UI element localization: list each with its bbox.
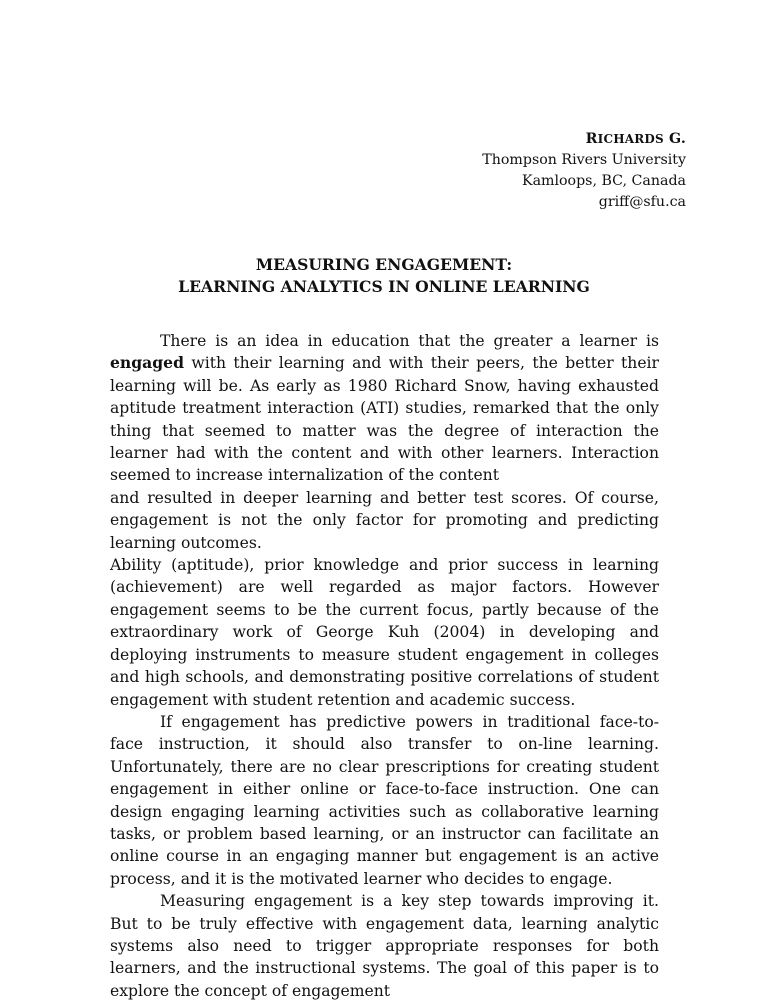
author-affiliation: Thompson Rivers University bbox=[482, 152, 686, 168]
title-line-2: LEARNING ANALYTICS IN ONLINE LEARNING bbox=[178, 277, 590, 296]
author-location: Kamloops, BC, Canada bbox=[521, 173, 686, 189]
paragraph-1-start: There is an idea in education that the greater a learner is bbox=[160, 332, 659, 350]
author-name-rest: ICHARDS bbox=[597, 132, 664, 146]
paragraph-5: Measuring engagement is a key step towards improving it. But to be truly effective with engagement data, learning analytic systems also need to trigger appropriate responses for both learners, and the instructional systems. The goal of this paper is to explore the concept of engagement bbox=[110, 892, 659, 1000]
paragraph-1-end: with their learning and with their peers, the better their learning will be. As early as 1980 Richard Snow, having exhausted aptitude treatment interaction (ATI) studies, remarked that the only thing that seemed to matter was the degree of interaction the learner had with the content and with other learners. Interaction seemed to increase internalization of the content bbox=[110, 354, 659, 485]
author-name-suffix: G. bbox=[663, 131, 686, 147]
paragraph-3: Ability (aptitude), prior knowledge and prior success in learning (achievement) are well regarded as major factors. However engagement seems to be the current focus, partly because of the extraordinary work of George Kuh (2004) in developing and deploying instruments to measure student engagement in colleges and high schools, and demonstrating positive correlations of student engagement with student retention and academic success. bbox=[110, 556, 659, 709]
paragraph-4: If engagement has predictive powers in traditional face-to-face instruction, it should also transfer to on-line learning. Unfortunately, there are no clear prescriptions for creating student engagement in either online or face-to-face instruction. One can design engaging learning activities such as collaborative learning tasks, or problem based learning, or an instructor can facilitate an online course in an engaging manner but engagement is an active process, and it is the motivated learner who decides to engage. bbox=[110, 712, 659, 888]
title-line-1: MEASURING ENGAGEMENT: bbox=[255, 255, 513, 274]
emphasis-engaged: engaged bbox=[110, 353, 184, 373]
paragraph-2: and resulted in deeper learning and better test scores. Of course, engagement is not the only factor for promoting and predicting learning outcomes. bbox=[110, 488, 659, 552]
body-text bbox=[110, 330, 659, 1002]
author-name bbox=[266, 129, 686, 150]
author-name-initial: R bbox=[585, 131, 598, 147]
paragraph-1 bbox=[110, 330, 659, 487]
author-email: griff@sfu.ca bbox=[598, 194, 686, 210]
paper-title bbox=[0, 254, 768, 298]
author-block bbox=[266, 129, 686, 213]
